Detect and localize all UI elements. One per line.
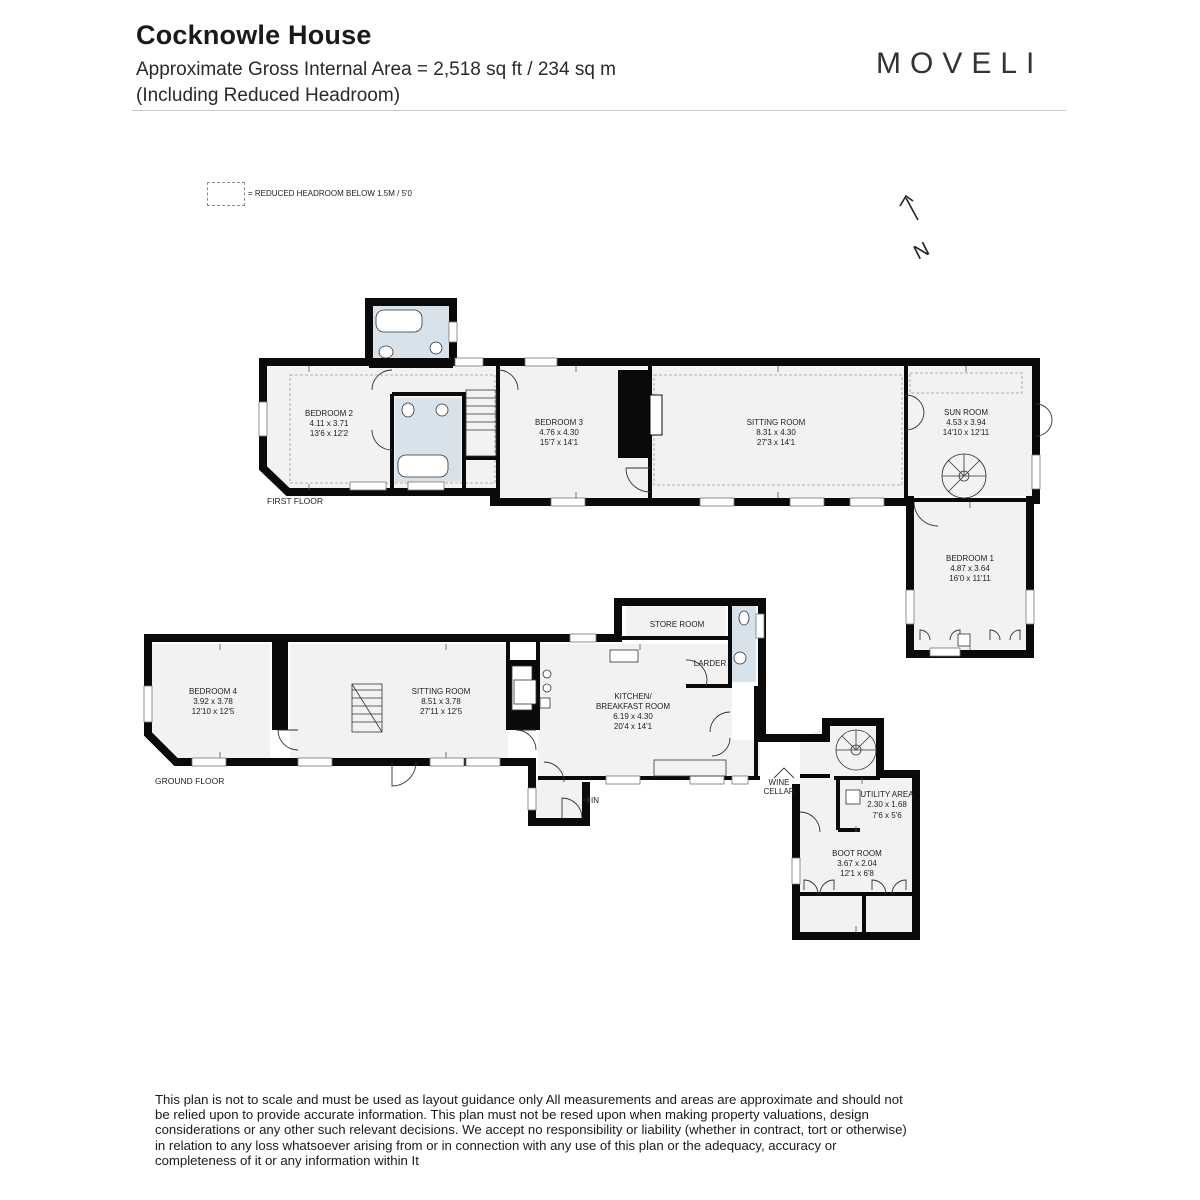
bedroom-2-metric: 4.11 x 3.71 [309,419,349,428]
wine-cellar-label: WINE [768,778,790,787]
sitting-room-gf-imperial: 27'11 x 12'5 [419,707,463,716]
utility-area-label: UTILITY AREA [860,790,914,799]
larder-label: LARDER [693,659,727,668]
sun-room-imperial: 14'10 x 12'11 [942,428,990,437]
entrance-label: IN [591,796,599,805]
kitchen-label-2: BREAKFAST ROOM [595,702,671,711]
kitchen-metric: 6.19 x 4.30 [613,712,653,721]
appliance-icon [540,698,550,708]
sun-room-label: SUN ROOM [944,408,988,417]
sink-icon [734,652,746,664]
bedroom-4-label: BEDROOM 4 [188,687,238,696]
wine-cellar-label-2: CELLAR [763,787,795,796]
sitting-room-gf-label: SITTING ROOM [411,687,471,696]
bedroom-3-label: BEDROOM 3 [534,418,584,427]
brand-logo: MOVELI [876,47,1044,80]
kitchen-label: KITCHEN/ [614,692,652,701]
sink-icon [430,342,442,354]
hob-icon [514,680,536,704]
sink-icon [958,634,970,646]
kitchen-sink-icon [610,650,638,662]
ground-floor-plan [144,602,916,936]
kitchen-imperial: 20'4 x 14'1 [613,722,653,731]
bedroom-1-label: BEDROOM 1 [945,554,995,563]
boot-room-metric: 3.67 x 2.04 [837,859,877,868]
gross-area-text: Approximate Gross Internal Area = 2,518 sq ft / 234 sq m [136,59,617,80]
sun-room-metric: 4.53 x 3.94 [946,418,986,427]
sink-icon [436,404,448,416]
bedroom-1-imperial: 16'0 x 11'11 [949,574,991,583]
property-title: Cocknowle House [136,20,372,50]
disclaimer-text: This plan is not to scale and must be used as layout guidance only All measurements and areas are approximate and should not be relied upon to provide accurate information. This plan must not be resed upon when making property valuations, design considerations or any other such relevant decisions. We accept no responsibility or liability (whether in contract, tort or otherwise) in relation to any loss whatsoever arising from or in connection with any use of this plan or the adequacy, accuracy or completeness of it or any information within It [155,1092,907,1168]
first-floor-label: FIRST FLOOR [267,496,324,506]
sitting-room-ff-label: SITTING ROOM [746,418,806,427]
sitting-room-gf-metric: 8.51 x 3.78 [421,697,461,706]
bedroom-1-metric: 4.87 x 3.64 [950,564,990,573]
ground-floor-label: GROUND FLOOR [155,776,225,786]
toilet-icon [402,403,414,417]
boot-room-imperial: 12'1 x 6'8 [840,869,874,878]
sitting-room-ff-metric: 8.31 x 4.30 [756,428,796,437]
utility-sink-icon [846,790,860,804]
bedroom-4-metric: 3.92 x 3.78 [193,697,233,706]
headroom-note: (Including Reduced Headroom) [136,85,401,106]
hob-ring-icon [543,670,551,678]
north-arrow-icon [900,196,933,264]
legend-text: = REDUCED HEADROOM BELOW 1.5M / 5'0 [248,189,413,198]
boot-room-label: BOOT ROOM [832,849,882,858]
bedroom-2-label: BEDROOM 2 [304,409,354,418]
north-label: N [910,238,934,265]
utility-area-imperial: 7'6 x 5'6 [872,811,902,820]
bedroom-3-metric: 4.76 x 4.30 [539,428,579,437]
bath-icon [376,310,422,332]
hob-ring-icon [543,684,551,692]
store-room-label: STORE ROOM [649,620,705,629]
bedroom-4-imperial: 12'10 x 12'5 [191,707,235,716]
utility-area-metric: 2.30 x 1.68 [867,800,907,809]
toilet-icon [739,611,749,625]
bath-icon [398,455,448,477]
bedroom-2-imperial: 13'6 x 12'2 [309,429,349,438]
toilet-icon [379,346,393,358]
sitting-room-ff-imperial: 27'3 x 14'1 [756,438,796,447]
bedroom-3-imperial: 15'7 x 14'1 [539,438,579,447]
